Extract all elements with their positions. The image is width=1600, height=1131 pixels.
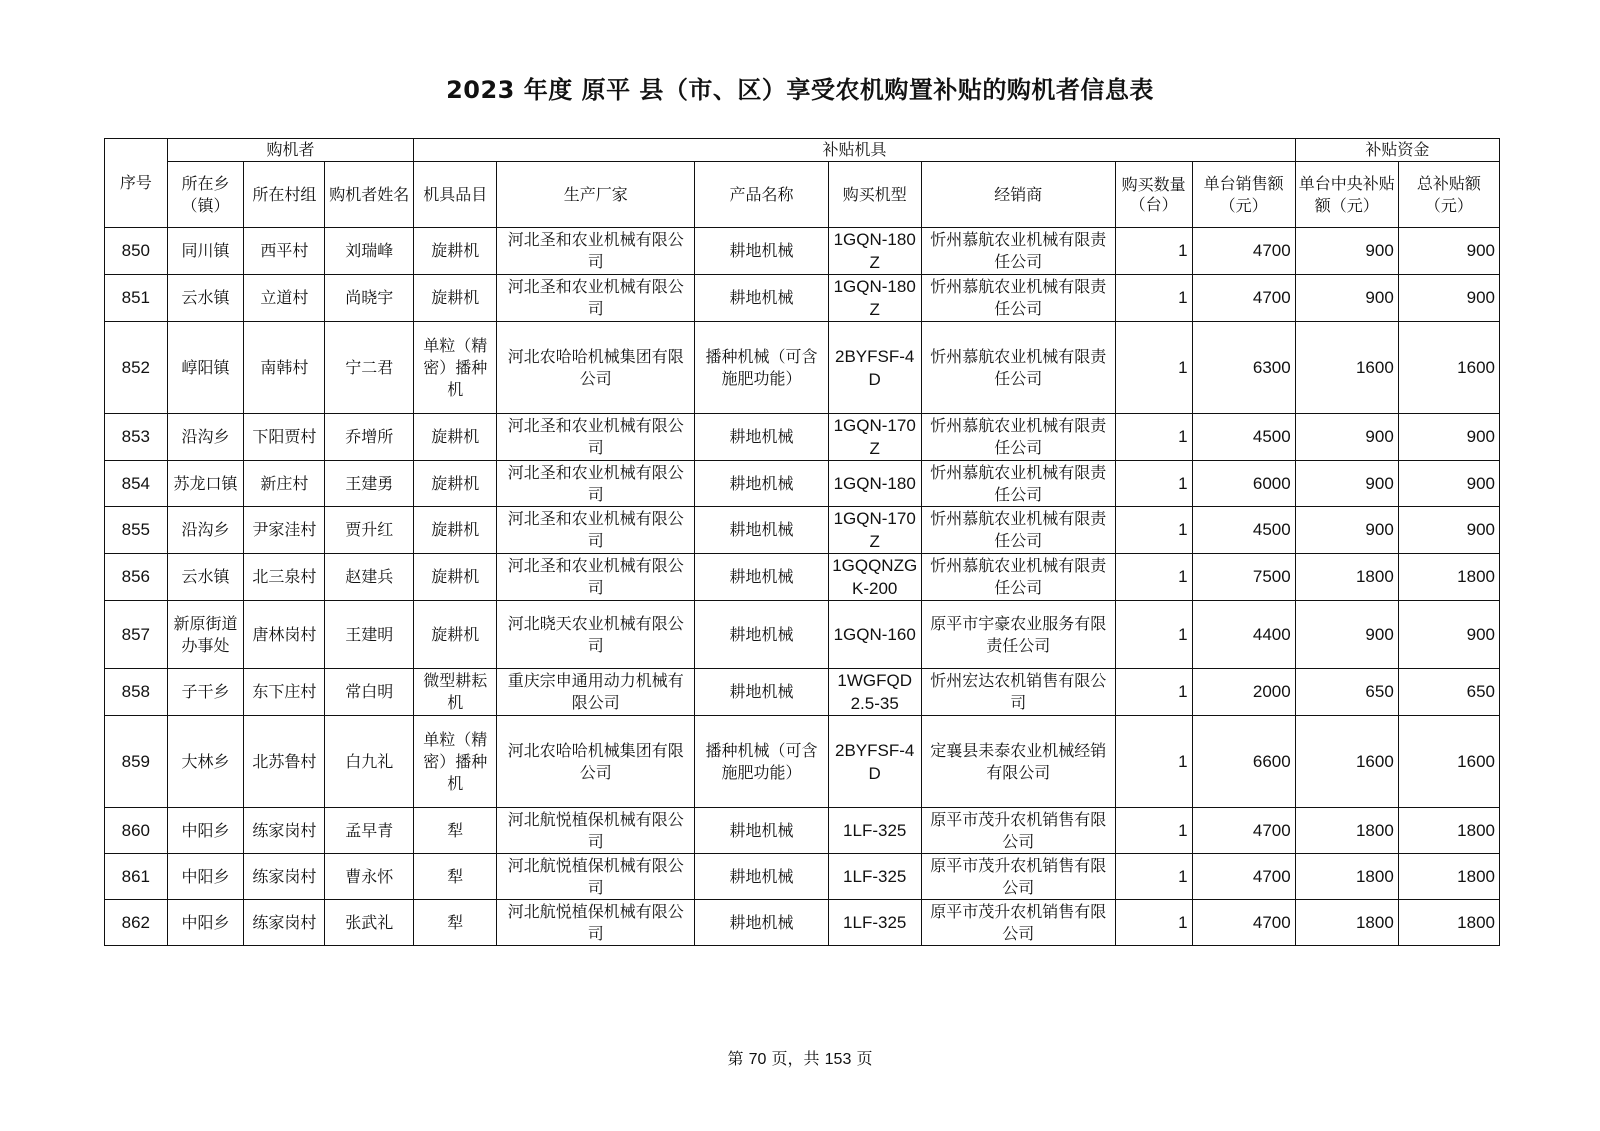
table-row (105, 808, 1500, 854)
footer-total-pages: 153 (824, 1051, 852, 1068)
cell-seq: 855 (105, 507, 168, 554)
page-footer (0, 1046, 1600, 1069)
cell-name: 张武礼 (325, 900, 414, 946)
cell-seq: 853 (105, 414, 168, 461)
cell-model: 2BYFSF-4D (828, 322, 921, 414)
table-row (105, 322, 1500, 414)
cell-town: 沿沟乡 (167, 414, 244, 461)
cell-price: 4500 (1192, 414, 1295, 461)
cell-central: 900 (1295, 461, 1398, 507)
cell-product: 耕地机械 (695, 669, 828, 716)
cell-manufacturer: 河北航悦植保机械有限公司 (497, 808, 695, 854)
table-row (105, 554, 1500, 601)
cell-name: 赵建兵 (325, 554, 414, 601)
cell-village: 北三泉村 (244, 554, 325, 601)
cell-central: 900 (1295, 414, 1398, 461)
cell-category: 犁 (414, 808, 497, 854)
cell-name: 常白明 (325, 669, 414, 716)
cell-category: 旋耕机 (414, 601, 497, 669)
cell-seq: 852 (105, 322, 168, 414)
cell-village: 尹家洼村 (244, 507, 325, 554)
cell-price: 4700 (1192, 228, 1295, 275)
cell-product: 耕地机械 (695, 507, 828, 554)
cell-village: 唐林岗村 (244, 601, 325, 669)
header-dealer: 经销商 (921, 162, 1115, 228)
cell-category: 单粒（精密）播种机 (414, 322, 497, 414)
cell-dealer: 忻州慕航农业机械有限责任公司 (921, 414, 1115, 461)
cell-qty: 1 (1115, 900, 1192, 946)
cell-village: 西平村 (244, 228, 325, 275)
cell-price: 4700 (1192, 275, 1295, 322)
cell-central: 1800 (1295, 808, 1398, 854)
cell-product: 耕地机械 (695, 808, 828, 854)
cell-qty: 1 (1115, 669, 1192, 716)
footer-middle: 页，共 (771, 1049, 820, 1068)
table-row (105, 716, 1500, 808)
cell-dealer: 忻州宏达农机销售有限公司 (921, 669, 1115, 716)
cell-seq: 854 (105, 461, 168, 507)
subsidy-table (104, 138, 1500, 946)
cell-model: 1GQN-160 (828, 601, 921, 669)
cell-price: 4700 (1192, 808, 1295, 854)
cell-seq: 856 (105, 554, 168, 601)
cell-model: 2BYFSF-4D (828, 716, 921, 808)
cell-product: 播种机械（可含施肥功能） (695, 716, 828, 808)
cell-town: 沿沟乡 (167, 507, 244, 554)
cell-product: 耕地机械 (695, 601, 828, 669)
cell-price: 7500 (1192, 554, 1295, 601)
cell-qty: 1 (1115, 507, 1192, 554)
cell-seq: 850 (105, 228, 168, 275)
header-group-buyer: 购机者 (167, 139, 414, 162)
cell-manufacturer: 河北晓天农业机械有限公司 (497, 601, 695, 669)
cell-manufacturer: 河北圣和农业机械有限公司 (497, 228, 695, 275)
cell-name: 贾升红 (325, 507, 414, 554)
header-model: 购买机型 (828, 162, 921, 228)
cell-central: 1600 (1295, 716, 1398, 808)
header-seq: 序号 (105, 139, 168, 228)
cell-total: 1800 (1398, 900, 1499, 946)
cell-manufacturer: 河北农哈哈机械集团有限公司 (497, 322, 695, 414)
cell-dealer: 忻州慕航农业机械有限责任公司 (921, 322, 1115, 414)
cell-village: 下阳贾村 (244, 414, 325, 461)
cell-name: 乔增所 (325, 414, 414, 461)
table-row (105, 461, 1500, 507)
cell-village: 练家岗村 (244, 854, 325, 900)
cell-total: 650 (1398, 669, 1499, 716)
header-group-funds: 补贴资金 (1295, 139, 1499, 162)
cell-model: 1GQN-180Z (828, 228, 921, 275)
footer-prefix: 第 (727, 1049, 744, 1068)
cell-price: 2000 (1192, 669, 1295, 716)
cell-central: 900 (1295, 275, 1398, 322)
cell-total: 1800 (1398, 808, 1499, 854)
cell-qty: 1 (1115, 322, 1192, 414)
cell-manufacturer: 重庆宗申通用动力机械有限公司 (497, 669, 695, 716)
cell-central: 900 (1295, 507, 1398, 554)
cell-model: 1GQN-180Z (828, 275, 921, 322)
cell-town: 子干乡 (167, 669, 244, 716)
cell-village: 立道村 (244, 275, 325, 322)
cell-product: 耕地机械 (695, 461, 828, 507)
cell-dealer: 忻州慕航农业机械有限责任公司 (921, 507, 1115, 554)
cell-total: 900 (1398, 461, 1499, 507)
cell-name: 王建勇 (325, 461, 414, 507)
cell-qty: 1 (1115, 716, 1192, 808)
header-category: 机具品目 (414, 162, 497, 228)
cell-qty: 1 (1115, 601, 1192, 669)
cell-category: 旋耕机 (414, 507, 497, 554)
cell-total: 900 (1398, 275, 1499, 322)
cell-model: 1GQN-180 (828, 461, 921, 507)
cell-category: 微型耕耘机 (414, 669, 497, 716)
cell-central: 900 (1295, 601, 1398, 669)
cell-manufacturer: 河北航悦植保机械有限公司 (497, 854, 695, 900)
table-row (105, 275, 1500, 322)
cell-qty: 1 (1115, 414, 1192, 461)
cell-price: 6600 (1192, 716, 1295, 808)
cell-town: 大林乡 (167, 716, 244, 808)
cell-seq: 857 (105, 601, 168, 669)
cell-name: 刘瑞峰 (325, 228, 414, 275)
cell-qty: 1 (1115, 275, 1192, 322)
cell-category: 旋耕机 (414, 228, 497, 275)
cell-dealer: 原平市茂升农机销售有限公司 (921, 900, 1115, 946)
cell-category: 旋耕机 (414, 461, 497, 507)
cell-product: 耕地机械 (695, 275, 828, 322)
cell-model: 1GQN-170Z (828, 507, 921, 554)
cell-product: 耕地机械 (695, 854, 828, 900)
cell-qty: 1 (1115, 808, 1192, 854)
cell-qty: 1 (1115, 461, 1192, 507)
cell-category: 犁 (414, 854, 497, 900)
cell-dealer: 定襄县耒泰农业机械经销有限公司 (921, 716, 1115, 808)
cell-name: 宁二君 (325, 322, 414, 414)
cell-category: 旋耕机 (414, 275, 497, 322)
cell-central: 650 (1295, 669, 1398, 716)
cell-village: 东下庄村 (244, 669, 325, 716)
cell-product: 耕地机械 (695, 414, 828, 461)
cell-dealer: 忻州慕航农业机械有限责任公司 (921, 461, 1115, 507)
cell-dealer: 忻州慕航农业机械有限责任公司 (921, 228, 1115, 275)
cell-total: 900 (1398, 228, 1499, 275)
cell-manufacturer: 河北农哈哈机械集团有限公司 (497, 716, 695, 808)
cell-town: 中阳乡 (167, 900, 244, 946)
cell-village: 新庄村 (244, 461, 325, 507)
footer-suffix: 页 (856, 1049, 873, 1068)
cell-qty: 1 (1115, 228, 1192, 275)
cell-model: 1LF-325 (828, 808, 921, 854)
cell-price: 4700 (1192, 900, 1295, 946)
cell-total: 1800 (1398, 854, 1499, 900)
cell-name: 孟早青 (325, 808, 414, 854)
cell-manufacturer: 河北圣和农业机械有限公司 (497, 507, 695, 554)
cell-dealer: 忻州慕航农业机械有限责任公司 (921, 275, 1115, 322)
cell-dealer: 原平市茂升农机销售有限公司 (921, 808, 1115, 854)
cell-town: 中阳乡 (167, 854, 244, 900)
cell-total: 1600 (1398, 716, 1499, 808)
cell-price: 6300 (1192, 322, 1295, 414)
cell-seq: 851 (105, 275, 168, 322)
cell-category: 犁 (414, 900, 497, 946)
cell-central: 1800 (1295, 554, 1398, 601)
cell-manufacturer: 河北圣和农业机械有限公司 (497, 461, 695, 507)
cell-dealer: 忻州慕航农业机械有限责任公司 (921, 554, 1115, 601)
footer-page-number: 70 (748, 1051, 767, 1068)
cell-model: 1GQQNZGK-200 (828, 554, 921, 601)
header-price: 单台销售额（元） (1192, 162, 1295, 228)
cell-seq: 858 (105, 669, 168, 716)
cell-central: 1600 (1295, 322, 1398, 414)
cell-village: 北苏鲁村 (244, 716, 325, 808)
table-row (105, 669, 1500, 716)
header-manufacturer: 生产厂家 (497, 162, 695, 228)
table-row (105, 900, 1500, 946)
page-title: 2023 年度 原平 县（市、区）享受农机购置补贴的购机者信息表 (446, 76, 1154, 104)
cell-model: 1GQN-170Z (828, 414, 921, 461)
table-row (105, 228, 1500, 275)
cell-category: 旋耕机 (414, 414, 497, 461)
cell-price: 4400 (1192, 601, 1295, 669)
cell-village: 练家岗村 (244, 900, 325, 946)
cell-name: 王建明 (325, 601, 414, 669)
header-village: 所在村组 (244, 162, 325, 228)
cell-product: 播种机械（可含施肥功能） (695, 322, 828, 414)
cell-manufacturer: 河北圣和农业机械有限公司 (497, 275, 695, 322)
cell-model: 1LF-325 (828, 900, 921, 946)
cell-seq: 862 (105, 900, 168, 946)
cell-manufacturer: 河北航悦植保机械有限公司 (497, 900, 695, 946)
cell-manufacturer: 河北圣和农业机械有限公司 (497, 414, 695, 461)
cell-seq: 860 (105, 808, 168, 854)
cell-town: 云水镇 (167, 554, 244, 601)
table-row (105, 507, 1500, 554)
cell-town: 同川镇 (167, 228, 244, 275)
table-body (105, 228, 1500, 946)
header-qty: 购买数量（台） (1115, 162, 1192, 228)
cell-qty: 1 (1115, 554, 1192, 601)
cell-price: 6000 (1192, 461, 1295, 507)
cell-model: 1LF-325 (828, 854, 921, 900)
cell-total: 1600 (1398, 322, 1499, 414)
cell-product: 耕地机械 (695, 554, 828, 601)
header-central: 单台中央补贴额（元） (1295, 162, 1398, 228)
cell-category: 单粒（精密）播种机 (414, 716, 497, 808)
cell-central: 1800 (1295, 900, 1398, 946)
cell-total: 900 (1398, 414, 1499, 461)
cell-product: 耕地机械 (695, 900, 828, 946)
header-total: 总补贴额（元） (1398, 162, 1499, 228)
cell-town: 中阳乡 (167, 808, 244, 854)
cell-price: 4500 (1192, 507, 1295, 554)
cell-town: 云水镇 (167, 275, 244, 322)
header-town: 所在乡（镇） (167, 162, 244, 228)
cell-name: 曹永怀 (325, 854, 414, 900)
cell-central: 1800 (1295, 854, 1398, 900)
header-name: 购机者姓名 (325, 162, 414, 228)
cell-town: 新原街道办事处 (167, 601, 244, 669)
cell-dealer: 原平市茂升农机销售有限公司 (921, 854, 1115, 900)
cell-model: 1WGFQD2.5-35 (828, 669, 921, 716)
cell-seq: 859 (105, 716, 168, 808)
cell-name: 尚晓宇 (325, 275, 414, 322)
table-row (105, 854, 1500, 900)
cell-qty: 1 (1115, 854, 1192, 900)
cell-village: 练家岗村 (244, 808, 325, 854)
table-row (105, 414, 1500, 461)
cell-total: 900 (1398, 507, 1499, 554)
cell-name: 白九礼 (325, 716, 414, 808)
cell-village: 南韩村 (244, 322, 325, 414)
cell-total: 1800 (1398, 554, 1499, 601)
header-group-machine: 补贴机具 (414, 139, 1295, 162)
cell-central: 900 (1295, 228, 1398, 275)
cell-seq: 861 (105, 854, 168, 900)
table-row (105, 601, 1500, 669)
cell-town: 崞阳镇 (167, 322, 244, 414)
cell-town: 苏龙口镇 (167, 461, 244, 507)
cell-category: 旋耕机 (414, 554, 497, 601)
cell-product: 耕地机械 (695, 228, 828, 275)
cell-dealer: 原平市宇豪农业服务有限责任公司 (921, 601, 1115, 669)
cell-manufacturer: 河北圣和农业机械有限公司 (497, 554, 695, 601)
header-product: 产品名称 (695, 162, 828, 228)
cell-total: 900 (1398, 601, 1499, 669)
cell-price: 4700 (1192, 854, 1295, 900)
